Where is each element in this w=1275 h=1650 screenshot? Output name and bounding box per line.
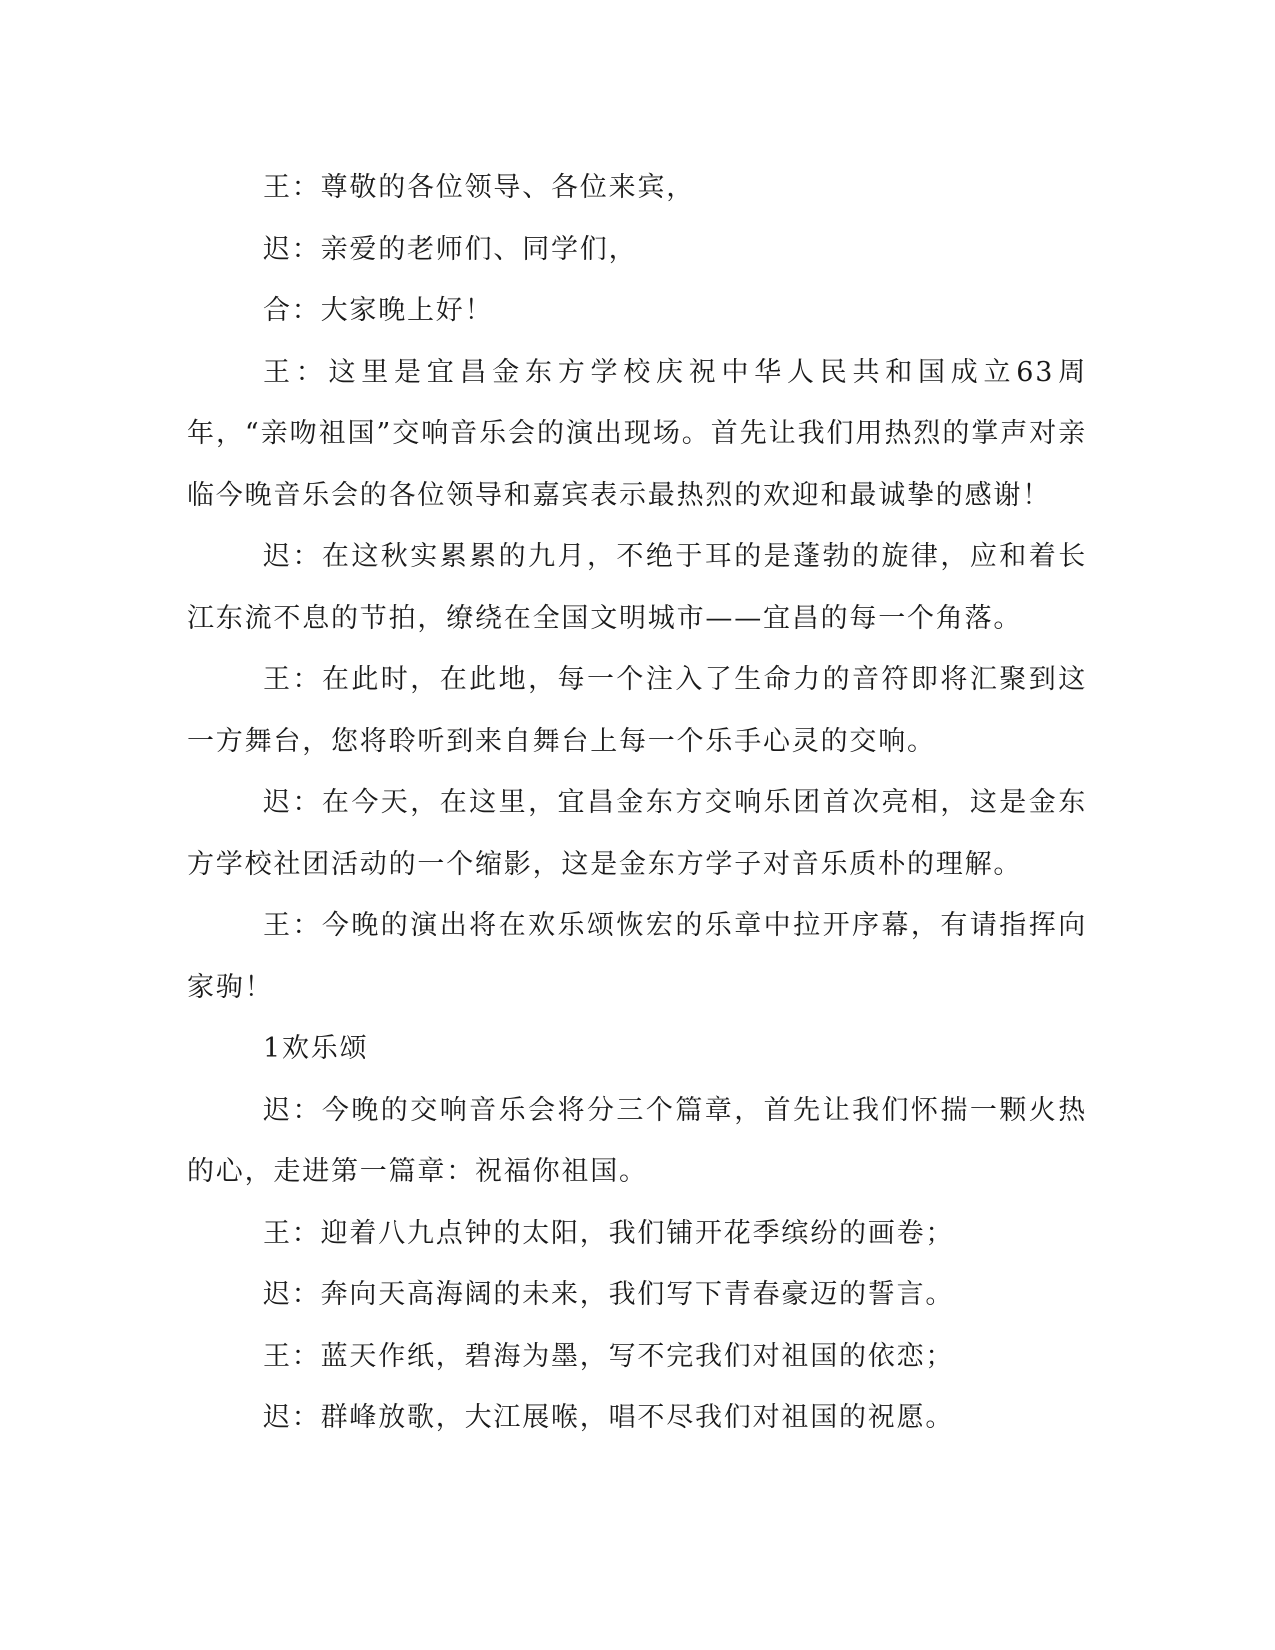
program-item-ode-to-joy: 1欢乐颂 [263,1033,369,1064]
paragraph-orchestra-debut: 迟：在今天，在这里，宜昌金东方交响乐团首次亮相，这是金东方学校社团活动的一个缩影，这是金东方学子对音乐质朴的理解。 [187,787,1087,880]
paragraph-sun: 王：迎着八九点钟的太阳，我们铺开花季缤纷的画卷； [263,1217,955,1249]
paragraph-mountains-river: 迟：群峰放歌，大江展喉，唱不尽我们对祖国的祝愿。 [263,1402,955,1433]
document-body [187,157,1087,1449]
paragraph-future: 迟：奔向天高海阔的未来，我们写下青春豪迈的誓言。 [263,1279,955,1310]
paragraph-september: 迟：在这秋实累累的九月，不绝于耳的是蓬勃的旋律，应和着长江东流不息的节拍，缭绕在全国文明城市——宜昌的每一个角落。 [187,541,1087,634]
paragraph-greeting-teachers: 迟：亲爱的老师们、同学们， [263,233,638,265]
paragraph-greeting-leaders: 王：尊敬的各位领导、各位来宾， [263,172,695,203]
paragraph-chapter-one: 迟：今晚的交响音乐会将分三个篇章，首先让我们怀揣一颗火热的心，走进第一篇章：祝福你祖国。 [187,1094,1087,1187]
paragraph-greeting-all: 合：大家晚上好！ [263,295,494,326]
paragraph-stage: 王：在此时，在此地，每一个注入了生命力的音符即将汇聚到这一方舞台，您将聆听到来自舞台上每一个乐手心灵的交响。 [187,664,1087,757]
paragraph-opening-intro: 王：这里是宜昌金东方学校庆祝中华人民共和国成立63周年，“亲吻祖国”交响音乐会的演出现场。首先让我们用热烈的掌声对亲临今晚音乐会的各位领导和嘉宾表示最热烈的欢迎和最诚挚的感谢！ [187,356,1087,511]
paragraph-conductor: 王：今晚的演出将在欢乐颂恢宏的乐章中拉开序幕，有请指挥向家驹！ [187,910,1087,1003]
paragraph-sky-sea: 王：蓝天作纸，碧海为墨，写不完我们对祖国的依恋； [263,1340,955,1372]
